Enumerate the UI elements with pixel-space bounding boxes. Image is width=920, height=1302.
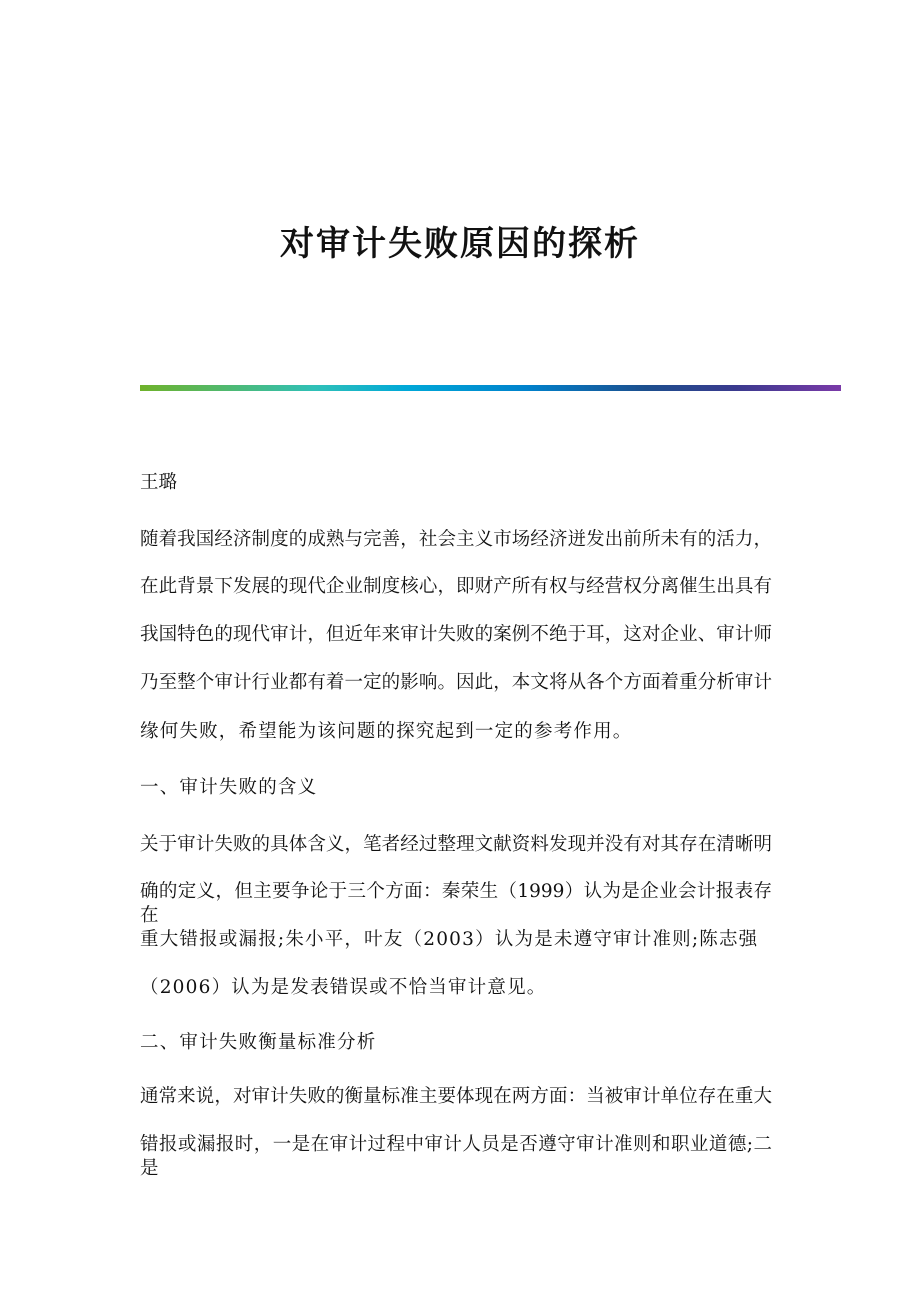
section-line: 通常来说，对审计失败的衡量标准主要体现在两方面：当被审计单位存在重大 xyxy=(140,1086,772,1107)
section-line: 重大错报或漏报;朱小平，叶友（2003）认为是未遵守审计准则;陈志强 xyxy=(140,929,759,950)
section-line: 关于审计失败的具体含义，笔者经过整理文献资料发现并没有对其存在清晰明 xyxy=(140,834,772,855)
intro-line: 乃至整个审计行业都有着一定的影响。因此，本文将从各个方面着重分析审计 xyxy=(140,672,772,693)
section-heading: 二、审计失败衡量标准分析 xyxy=(140,1032,377,1053)
section-line: 确的定义，但主要争论于三个方面：秦荣生（1999）认为是企业会计报表存在 xyxy=(140,881,772,926)
document-title: 对审计失败原因的探析 xyxy=(280,224,640,264)
intro-line: 我国特色的现代审计，但近年来审计失败的案例不绝于耳，这对企业、审计师 xyxy=(140,624,772,645)
gradient-divider xyxy=(140,385,841,391)
intro-line: 在此背景下发展的现代企业制度核心，即财产所有权与经营权分离催生出具有 xyxy=(140,576,772,597)
section-line: （2006）认为是发表错误或不恰当审计意见。 xyxy=(140,977,547,998)
author: 王璐 xyxy=(140,472,178,493)
section-line: 错报或漏报时，一是在审计过程中审计人员是否遵守审计准则和职业道德;二是 xyxy=(140,1134,772,1179)
intro-line: 随着我国经济制度的成熟与完善，社会主义市场经济迸发出前所未有的活力， xyxy=(140,529,772,550)
section-heading: 一、审计失败的含义 xyxy=(140,777,318,798)
intro-line: 缘何失败，希望能为该问题的探究起到一定的参考作用。 xyxy=(140,721,633,742)
